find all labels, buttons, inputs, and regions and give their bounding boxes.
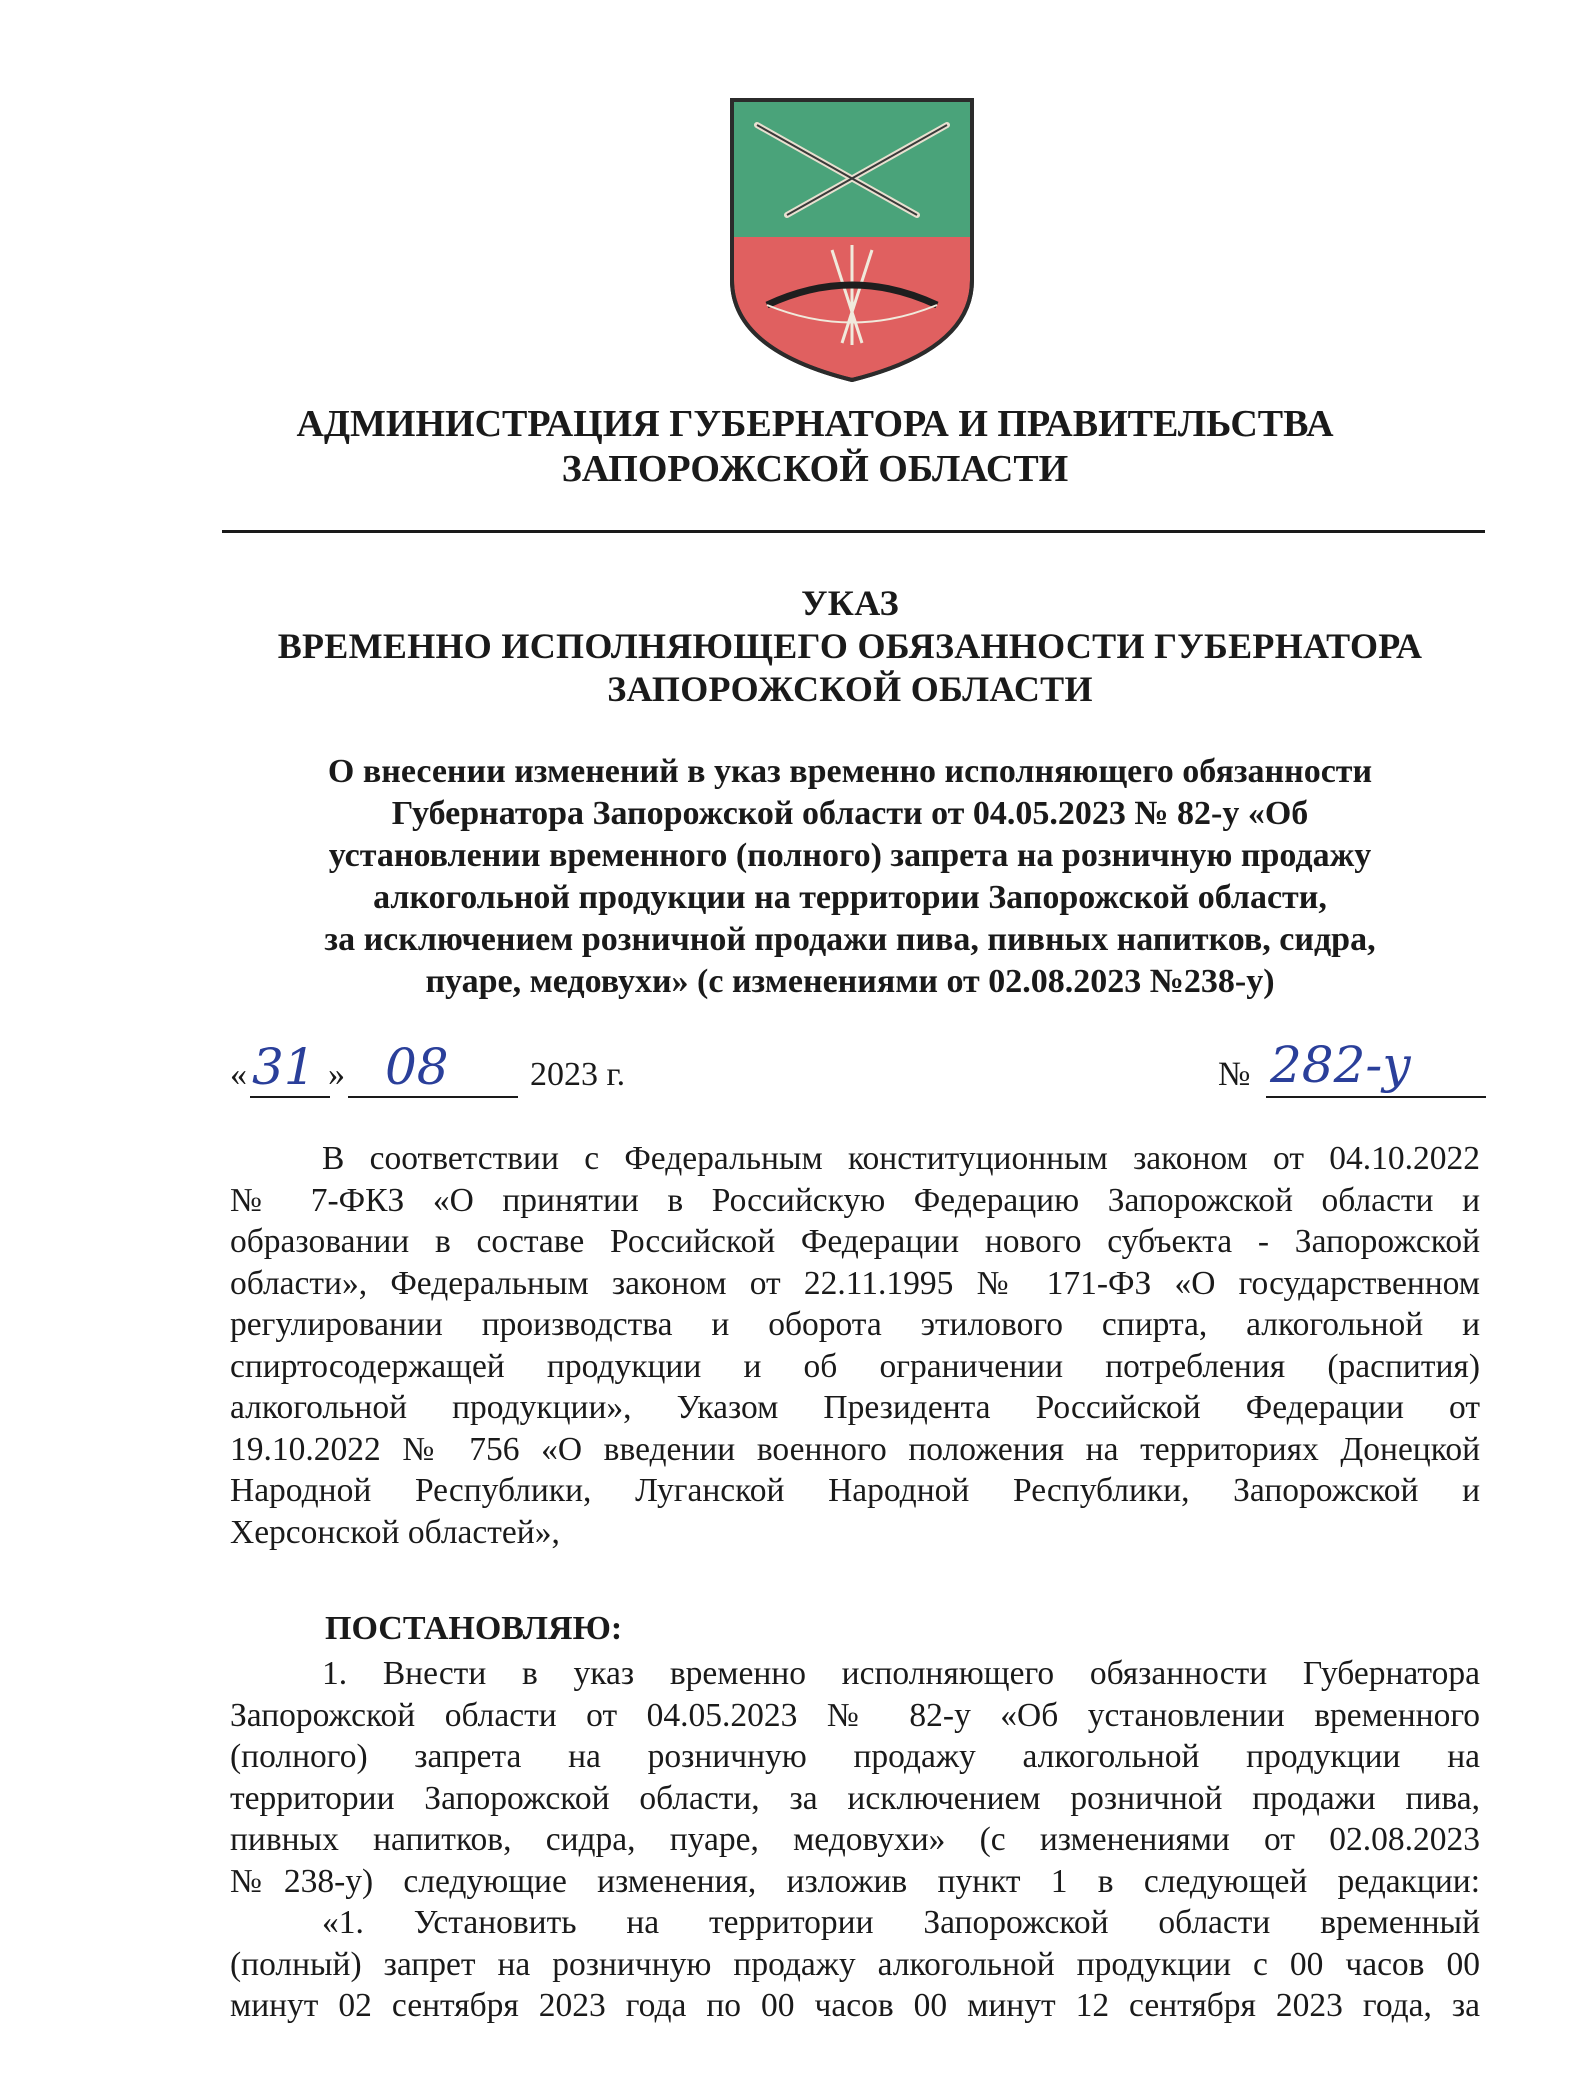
preamble-line: спиртосодержащей продукции и об ограничении потребления (распития): [230, 1347, 1480, 1385]
subject-line: О внесении изменений в указ временно исполняющего обязанности: [327, 753, 1373, 790]
item-1-line: №238-у) следующие изменения, изложив пункт 1 в следующей редакции:: [230, 1862, 1480, 1900]
preamble-line: 19.10.2022 № 756 «О введении военного положения на территориях Донецкой: [230, 1430, 1480, 1468]
preamble-line: № 7-ФКЗ «О принятии в Российскую Федерацию Запорожской области и: [230, 1181, 1480, 1219]
preamble-line: В соответствии с Федеральным конституционным законом от 04.10.2022: [322, 1140, 1480, 1177]
item-1-paragraph: [230, 1653, 1480, 1902]
date-day-handwritten: 31: [252, 1038, 316, 1096]
item-1-quote-paragraph: [230, 1902, 1480, 2027]
item-1-quote-line: «1. Установить на территории Запорожской области временный: [322, 1904, 1480, 1941]
preamble-line: регулировании производства и оборота этилового спирта, алкогольной и: [230, 1306, 1480, 1343]
preamble-paragraph: [230, 1138, 1480, 1553]
date-year: 2023 г.: [530, 1056, 626, 1093]
subject-line: установлении временного (полного) запрета на розничную продажу: [328, 837, 1372, 874]
decree-number-handwritten: 282-у: [1270, 1036, 1412, 1094]
org-name-line1: АДМИНИСТРАЦИЯ ГУБЕРНАТОРА И ПРАВИТЕЛЬСТВА: [296, 403, 1334, 445]
org-name-line2: ЗАПОРОЖСКОЙ ОБЛАСТИ: [561, 448, 1069, 490]
item-1-quote-line: минут 02 сентября 2023 года по 00 часов 00 минут 12 сентября 2023 года, за: [230, 1987, 1480, 2024]
date-number-line: [230, 1036, 1490, 1110]
item-1-line: пивных напитков, сидра, пуаре, медовухи» (с изменениями от 02.08.2023: [230, 1821, 1480, 1858]
subject-line: пуаре, медовухи» (с изменениями от 02.08.2023 №238-у): [425, 963, 1275, 1000]
issuer-line2: ЗАПОРОЖСКОЙ ОБЛАСТИ: [607, 669, 1093, 709]
preamble-line: Херсонской областей»,: [230, 1513, 560, 1551]
item-1-line: 1. Внести в указ временно исполняющего обязанности Губернатора: [322, 1655, 1480, 1692]
item-1-line: Запорожской области от 04.05.2023 № 82-у «Об установлении временного: [230, 1696, 1480, 1734]
number-label: №: [1218, 1056, 1251, 1093]
preamble-line: области», Федеральным законом от 22.11.1995 № 171-ФЗ «О государственном: [230, 1264, 1480, 1302]
subject-line: за исключением розничной продажи пива, пивных напитков, сидра,: [324, 921, 1376, 958]
date-open-quote: «: [230, 1056, 247, 1093]
preamble-line: образовании в составе Российской Федерации нового субъекта - Запорожской: [230, 1223, 1480, 1260]
preamble-line: алкогольной продукции», Указом Президента Российской Федерации от: [230, 1389, 1480, 1426]
item-1-quote-line: (полный) запрет на розничную продажу алкогольной продукции с 00 часов 00: [230, 1945, 1480, 1983]
item-1-line: территории Запорожской области, за исключением розничной продажи пива,: [230, 1779, 1480, 1817]
preamble-line: Народной Республики, Луганской Народной Республики, Запорожской и: [230, 1472, 1480, 1509]
decree-word: ПОСТАНОВЛЯЮ:: [325, 1610, 623, 1647]
coat-of-arms-icon: [727, 95, 977, 385]
subject-line: алкогольной продукции на территории Запорожской области,: [373, 879, 1327, 916]
issuer-line1: ВРЕМЕННО ИСПОЛНЯЮЩЕГО ОБЯЗАННОСТИ ГУБЕРНАТОРА: [277, 626, 1423, 666]
document-type: УКАЗ: [801, 583, 899, 623]
header-divider: [222, 530, 1485, 533]
date-month-handwritten: 08: [385, 1038, 449, 1096]
item-1-line: (полного) запрета на розничную продажу алкогольной продукции на: [230, 1738, 1480, 1775]
date-close-quote: »: [328, 1056, 345, 1093]
subject-line: Губернатора Запорожской области от 04.05.2023 № 82-у «Об: [391, 795, 1309, 832]
